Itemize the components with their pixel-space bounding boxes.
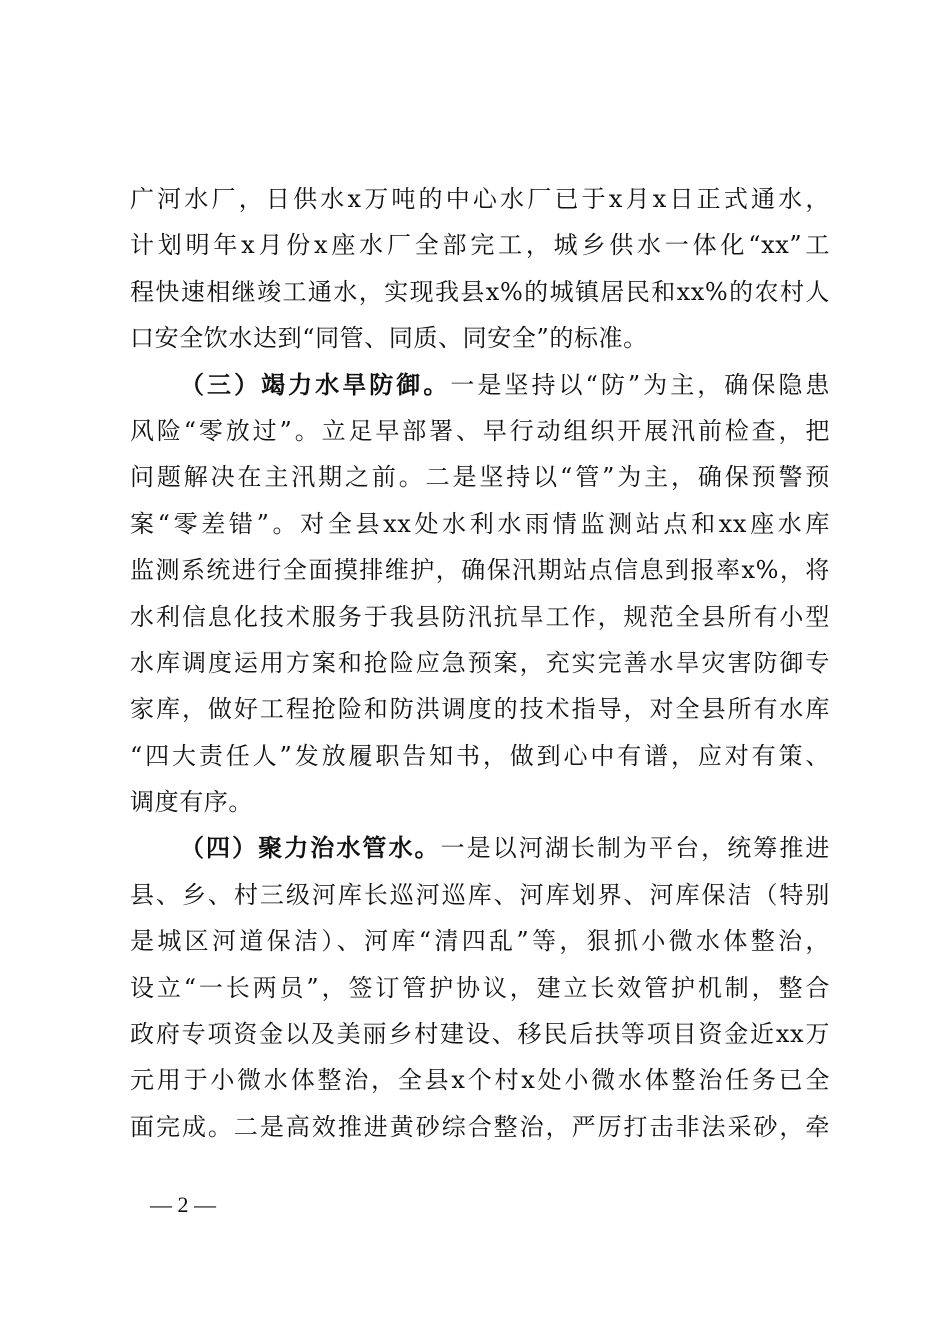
paragraph-line: “四大责任人”发放履职告知书，做到心中有谱，应对有策、 bbox=[130, 741, 830, 770]
paragraph-line: 口安全饮水达到“同管、同质、同安全”的标准。 bbox=[130, 324, 648, 353]
paragraph-first-line bbox=[130, 825, 830, 871]
paragraph-line: 是城区河道保洁）、河库“清四乱”等，狠抓小微水体整治， bbox=[130, 927, 830, 956]
paragraph-line: 设立“一长两员”，签订管护协议，建立长效管护机制，整合 bbox=[130, 973, 830, 1002]
section-heading: （三）竭力水旱防御。 bbox=[180, 369, 451, 399]
paragraph-line: 计划明年x月份x座水厂全部完工，城乡供水一体化“xx”工 bbox=[130, 231, 830, 260]
paragraph-line: 广河水厂，日供水x万吨的中心水厂已于x月x日正式通水， bbox=[130, 185, 830, 213]
paragraph-line: 家库，做好工程抢险和防洪调度的技术指导，对全县所有水库 bbox=[130, 695, 830, 724]
paragraph-line: 监测系统进行全面摸排维护，确保汛期站点信息到报率x%，将 bbox=[130, 556, 830, 585]
paragraph-line: 县、乡、村三级河库长巡河巡库、河库划界、河库保洁（特别 bbox=[130, 880, 830, 909]
paragraph-text: 一是以河湖长制为平台，统筹推进 bbox=[440, 834, 830, 863]
paragraph-line: 问题解决在主汛期之前。二是坚持以“管”为主，确保预警预 bbox=[130, 463, 830, 492]
paragraph-line: 水库调度运用方案和抢险应急预案，充实完善水旱灾害防御专 bbox=[130, 648, 830, 677]
paragraph-line: 水利信息化技术服务于我县防汛抗旱工作，规范全县所有小型 bbox=[130, 602, 830, 631]
paragraph-line: 风险“零放过”。立足早部署、早行动组织开展汛前检查，把 bbox=[130, 416, 830, 445]
paragraph-first-line bbox=[130, 362, 830, 408]
paragraph-line: 调度有序。 bbox=[130, 788, 253, 817]
page-number: — 2 — bbox=[150, 1192, 216, 1217]
paragraph-line: 面完成。二是高效推进黄砂综合整治，严厉打击非法采砂，牵 bbox=[130, 1112, 830, 1141]
paragraph-line: 政府专项资金以及美丽乡村建设、移民后扶等项目资金近xx万 bbox=[130, 1020, 830, 1049]
paragraph-line: 元用于小微水体整治，全县x个村x处小微水体整治任务已全 bbox=[130, 1066, 830, 1095]
paragraph-text: 一是坚持以“防”为主，确保隐患 bbox=[450, 370, 830, 399]
section-heading: （四）聚力治水管水。 bbox=[180, 833, 441, 863]
paragraph-line: 案“零差错”。对全县xx处水利水雨情监测站点和xx座水库 bbox=[130, 509, 830, 538]
paragraph-line: 程快速相继竣工通水，实现我县x%的城镇居民和xx%的农村人 bbox=[130, 277, 830, 306]
document-body bbox=[130, 176, 830, 1150]
